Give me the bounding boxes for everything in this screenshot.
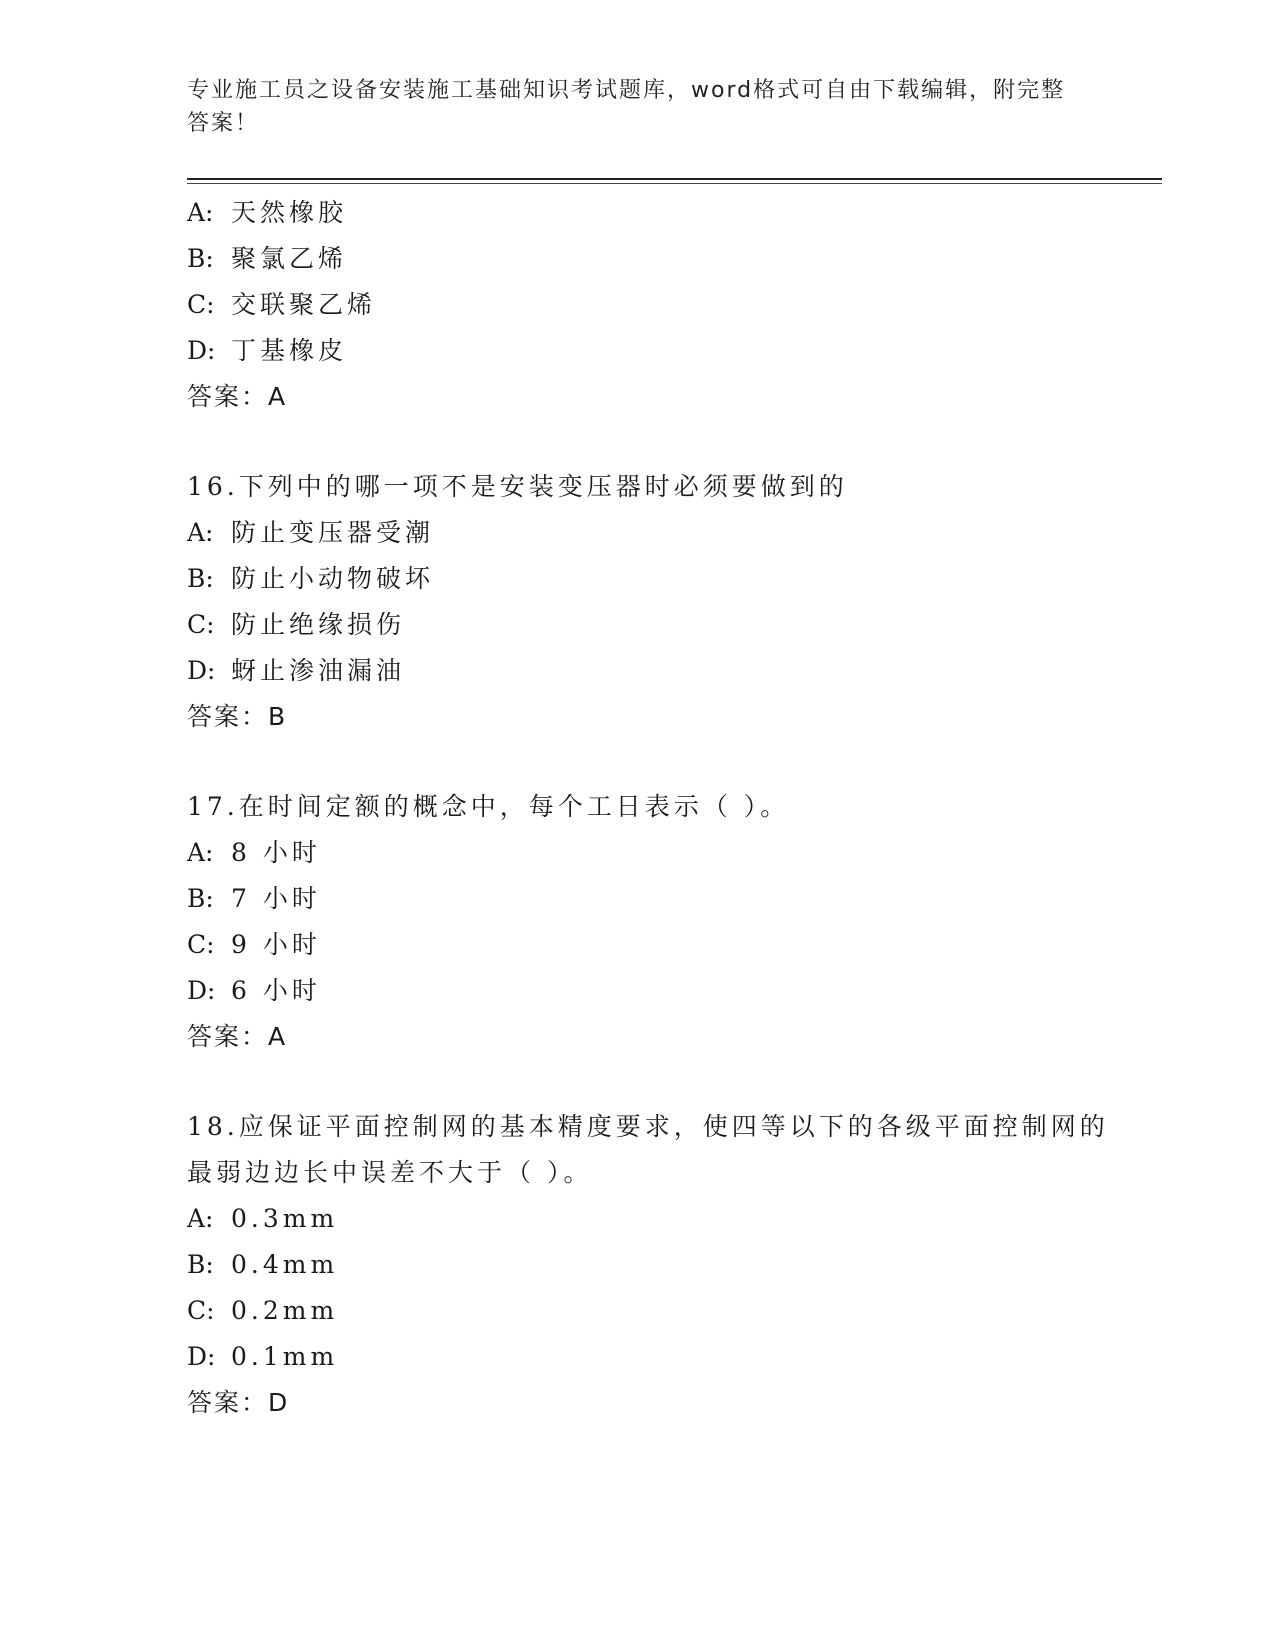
option-letter: D: — [187, 336, 216, 365]
option-b — [187, 236, 1127, 282]
question-block-16 — [187, 464, 1127, 740]
option-c — [187, 1288, 1127, 1334]
option-text: 交联聚乙烯 — [231, 290, 377, 319]
option-b — [187, 556, 1127, 602]
answer-line: 答案：A — [187, 382, 288, 411]
question-list — [187, 190, 1127, 1426]
option-text: 9 小时 — [231, 930, 321, 959]
option-text: 天然橡胶 — [231, 198, 348, 227]
option-letter: D: — [187, 656, 216, 685]
option-letter: A: — [187, 838, 214, 867]
question-block-18 — [187, 1104, 1127, 1426]
option-letter: A: — [187, 198, 214, 227]
option-text: 7 小时 — [231, 884, 321, 913]
option-text: 防止小动物破坏 — [231, 564, 435, 593]
option-text: 丁基橡皮 — [231, 336, 348, 365]
option-letter: C: — [187, 1296, 215, 1325]
option-b — [187, 1242, 1127, 1288]
option-letter: D: — [187, 976, 216, 1005]
option-d — [187, 328, 1127, 374]
option-text: 0.4mm — [231, 1250, 339, 1279]
option-letter: A: — [187, 518, 214, 547]
header-divider-thick — [187, 178, 1162, 180]
option-text: 防止绝缘损伤 — [231, 610, 406, 639]
question-text: 16.下列中的哪一项不是安装变压器时必须要做到的 — [187, 472, 848, 501]
option-letter: B: — [187, 884, 214, 913]
question-block-15 — [187, 190, 1127, 420]
option-d — [187, 968, 1127, 1014]
option-d — [187, 648, 1127, 694]
option-text: 0.1mm — [231, 1342, 339, 1371]
answer-line: 答案：D — [187, 1388, 290, 1417]
option-a — [187, 510, 1127, 556]
question-block-17 — [187, 784, 1127, 1060]
option-letter: C: — [187, 290, 215, 319]
option-letter: B: — [187, 564, 214, 593]
question-text: 17.在时间定额的概念中，每个工日表示（ ）。 — [187, 792, 790, 821]
option-text: 聚氯乙烯 — [231, 244, 348, 273]
option-letter: C: — [187, 610, 215, 639]
option-c — [187, 922, 1127, 968]
option-a — [187, 830, 1127, 876]
option-text: 8 小时 — [231, 838, 321, 867]
option-letter: A: — [187, 1204, 214, 1233]
option-letter: D: — [187, 1342, 216, 1371]
document-header: 专业施工员之设备安装施工基础知识考试题库，word格式可自由下载编辑，附完整答案！ — [187, 78, 1066, 136]
answer-line: 答案：B — [187, 702, 288, 731]
option-b — [187, 876, 1127, 922]
option-c — [187, 282, 1127, 328]
question-text: 18.应保证平面控制网的基本精度要求，使四等以下的各级平面控制网的最弱边边长中误差不大于（ ）。 — [187, 1112, 1109, 1187]
header-divider-thin — [187, 183, 1162, 184]
option-text: 蚜止渗油漏油 — [231, 656, 406, 685]
option-c — [187, 602, 1127, 648]
option-a — [187, 1196, 1127, 1242]
option-a — [187, 190, 1127, 236]
option-text: 0.3mm — [231, 1204, 339, 1233]
option-d — [187, 1334, 1127, 1380]
option-text: 防止变压器受潮 — [231, 518, 435, 547]
option-text: 0.2mm — [231, 1296, 339, 1325]
option-text: 6 小时 — [231, 976, 321, 1005]
option-letter: B: — [187, 1250, 214, 1279]
option-letter: C: — [187, 930, 215, 959]
answer-line: 答案：A — [187, 1022, 288, 1051]
option-letter: B: — [187, 244, 214, 273]
